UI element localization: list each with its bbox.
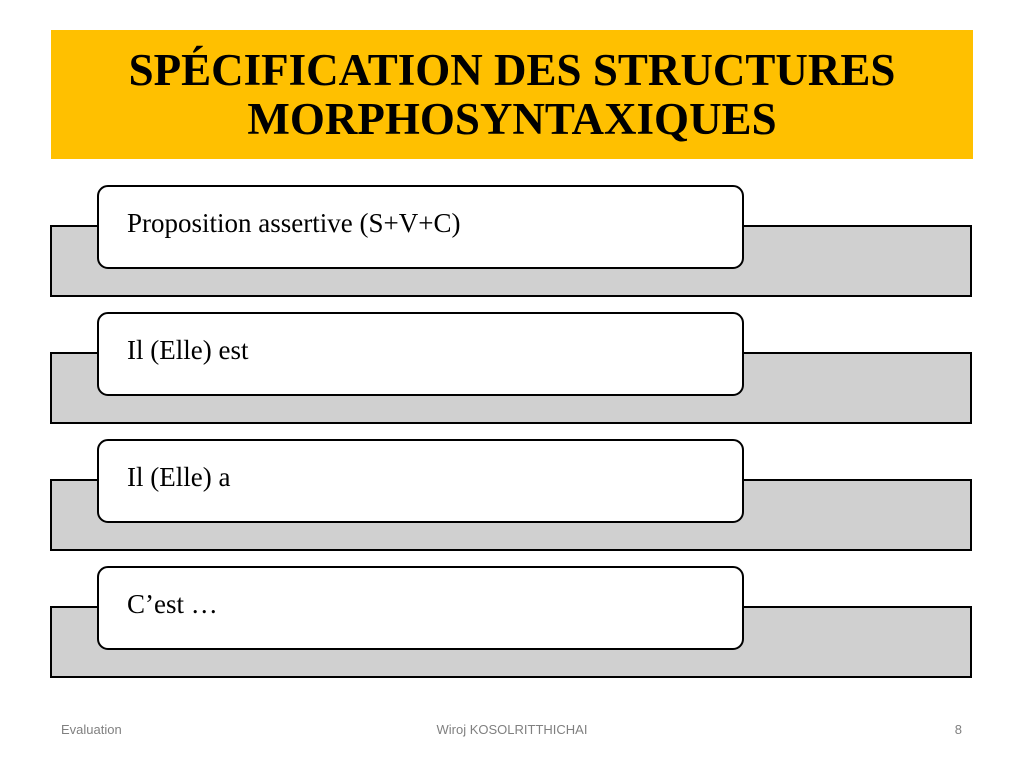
list-item bbox=[0, 312, 1024, 427]
list-item-card bbox=[97, 312, 744, 396]
footer-author: Wiroj KOSOLRITTHICHAI bbox=[436, 722, 588, 737]
list-item-card bbox=[97, 439, 744, 523]
list-item-text: Proposition assertive (S+V+C) bbox=[127, 208, 461, 238]
list-item bbox=[0, 185, 1024, 300]
list-item-text: C’est … bbox=[127, 589, 218, 619]
slide-title-line-1: SPÉCIFICATION DES STRUCTURES bbox=[128, 44, 896, 95]
list-item bbox=[0, 566, 1024, 681]
list-item-text: Il (Elle) a bbox=[127, 462, 231, 492]
list-item-text: Il (Elle) est bbox=[127, 335, 249, 365]
list-item-card bbox=[97, 185, 744, 269]
page-number: 8 bbox=[954, 722, 962, 737]
list-item-card bbox=[97, 566, 744, 650]
slide-title-line-2: MORPHOSYNTAXIQUES bbox=[247, 93, 777, 144]
list-item bbox=[0, 439, 1024, 554]
footer-left-text: Evaluation bbox=[61, 722, 122, 737]
